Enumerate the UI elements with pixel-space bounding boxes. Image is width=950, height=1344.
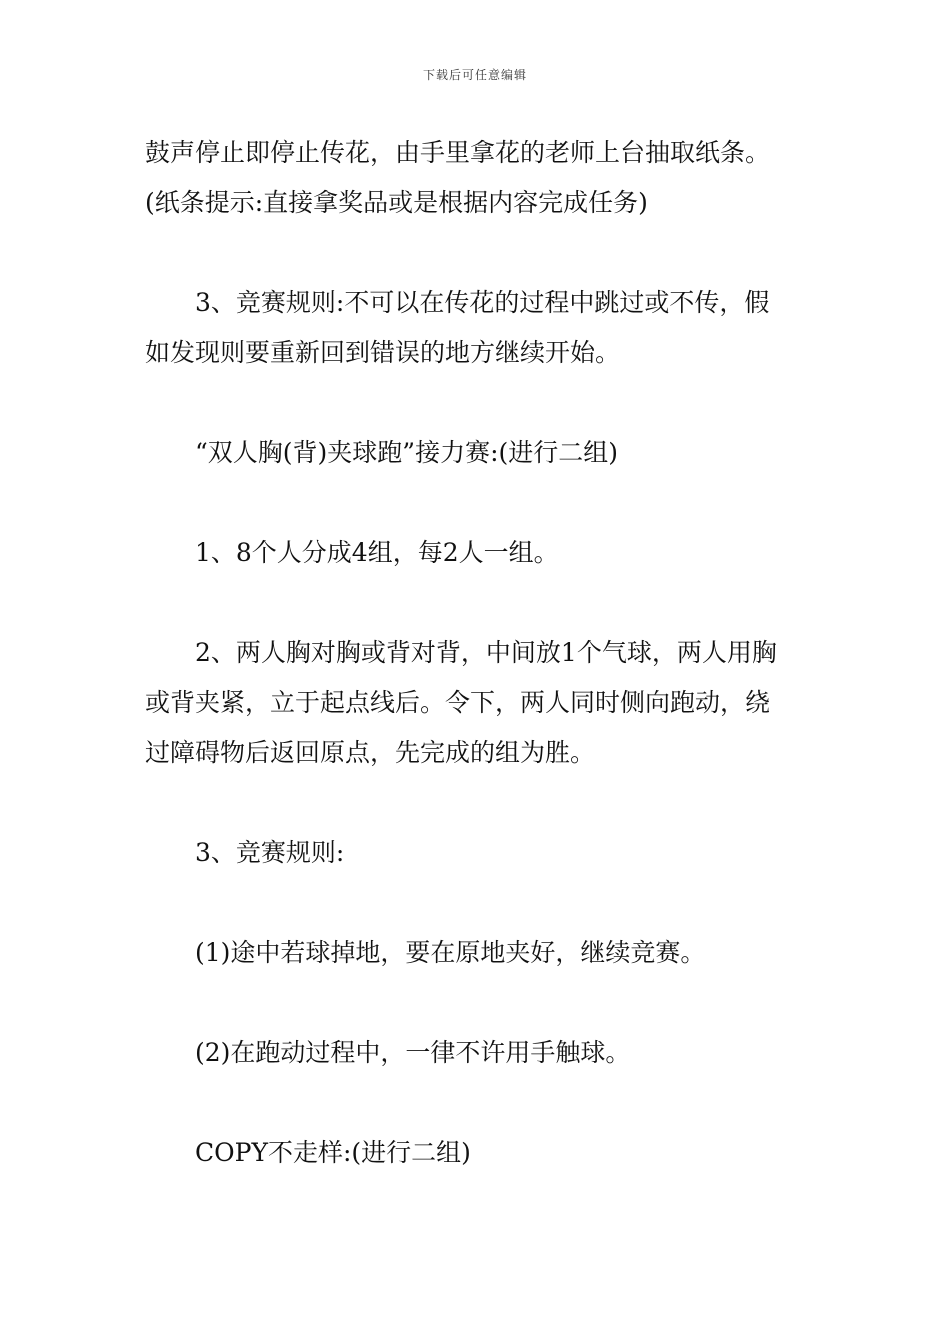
text-line: 3、竞赛规则:不可以在传花的过程中跳过或不传，假 — [195, 288, 770, 317]
paragraph-rule-heading: 3、竞赛规则: — [195, 838, 345, 867]
paragraph-rule-item-2: (2)在跑动过程中，一律不许用手触球。 — [195, 1038, 631, 1067]
text-line: (纸条提示:直接拿奖品或是根据内容完成任务) — [145, 188, 648, 217]
section-heading-relay: “双人胸(背)夹球跑”接力赛:(进行二组) — [195, 438, 618, 467]
section-heading-copy: COPY不走样:(进行二组) — [195, 1138, 471, 1167]
page-header: 下载后可任意编辑 — [422, 68, 527, 82]
document-body — [145, 128, 810, 1178]
paragraph-rule-1 — [145, 278, 810, 378]
text-line: 鼓声停止即停止传花，由手里拿花的老师上台抽取纸条。 — [145, 138, 771, 167]
text-line: 如发现则要重新回到错误的地方继续开始。 — [145, 338, 621, 367]
text-line: 或背夹紧，立于起点线后。令下，两人同时侧向跑动，绕 — [145, 688, 771, 717]
text-line: 2、两人胸对胸或背对背，中间放1个气球，两人用胸 — [195, 638, 777, 667]
paragraph-grouping: 1、8个人分成4组，每2人一组。 — [195, 538, 559, 567]
paragraph-drum-stop — [145, 128, 810, 228]
text-line: 过障碍物后返回原点，先完成的组为胜。 — [145, 738, 596, 767]
paragraph-rule-item-1: (1)途中若球掉地，要在原地夹好，继续竞赛。 — [195, 938, 706, 967]
paragraph-procedure — [145, 628, 810, 778]
